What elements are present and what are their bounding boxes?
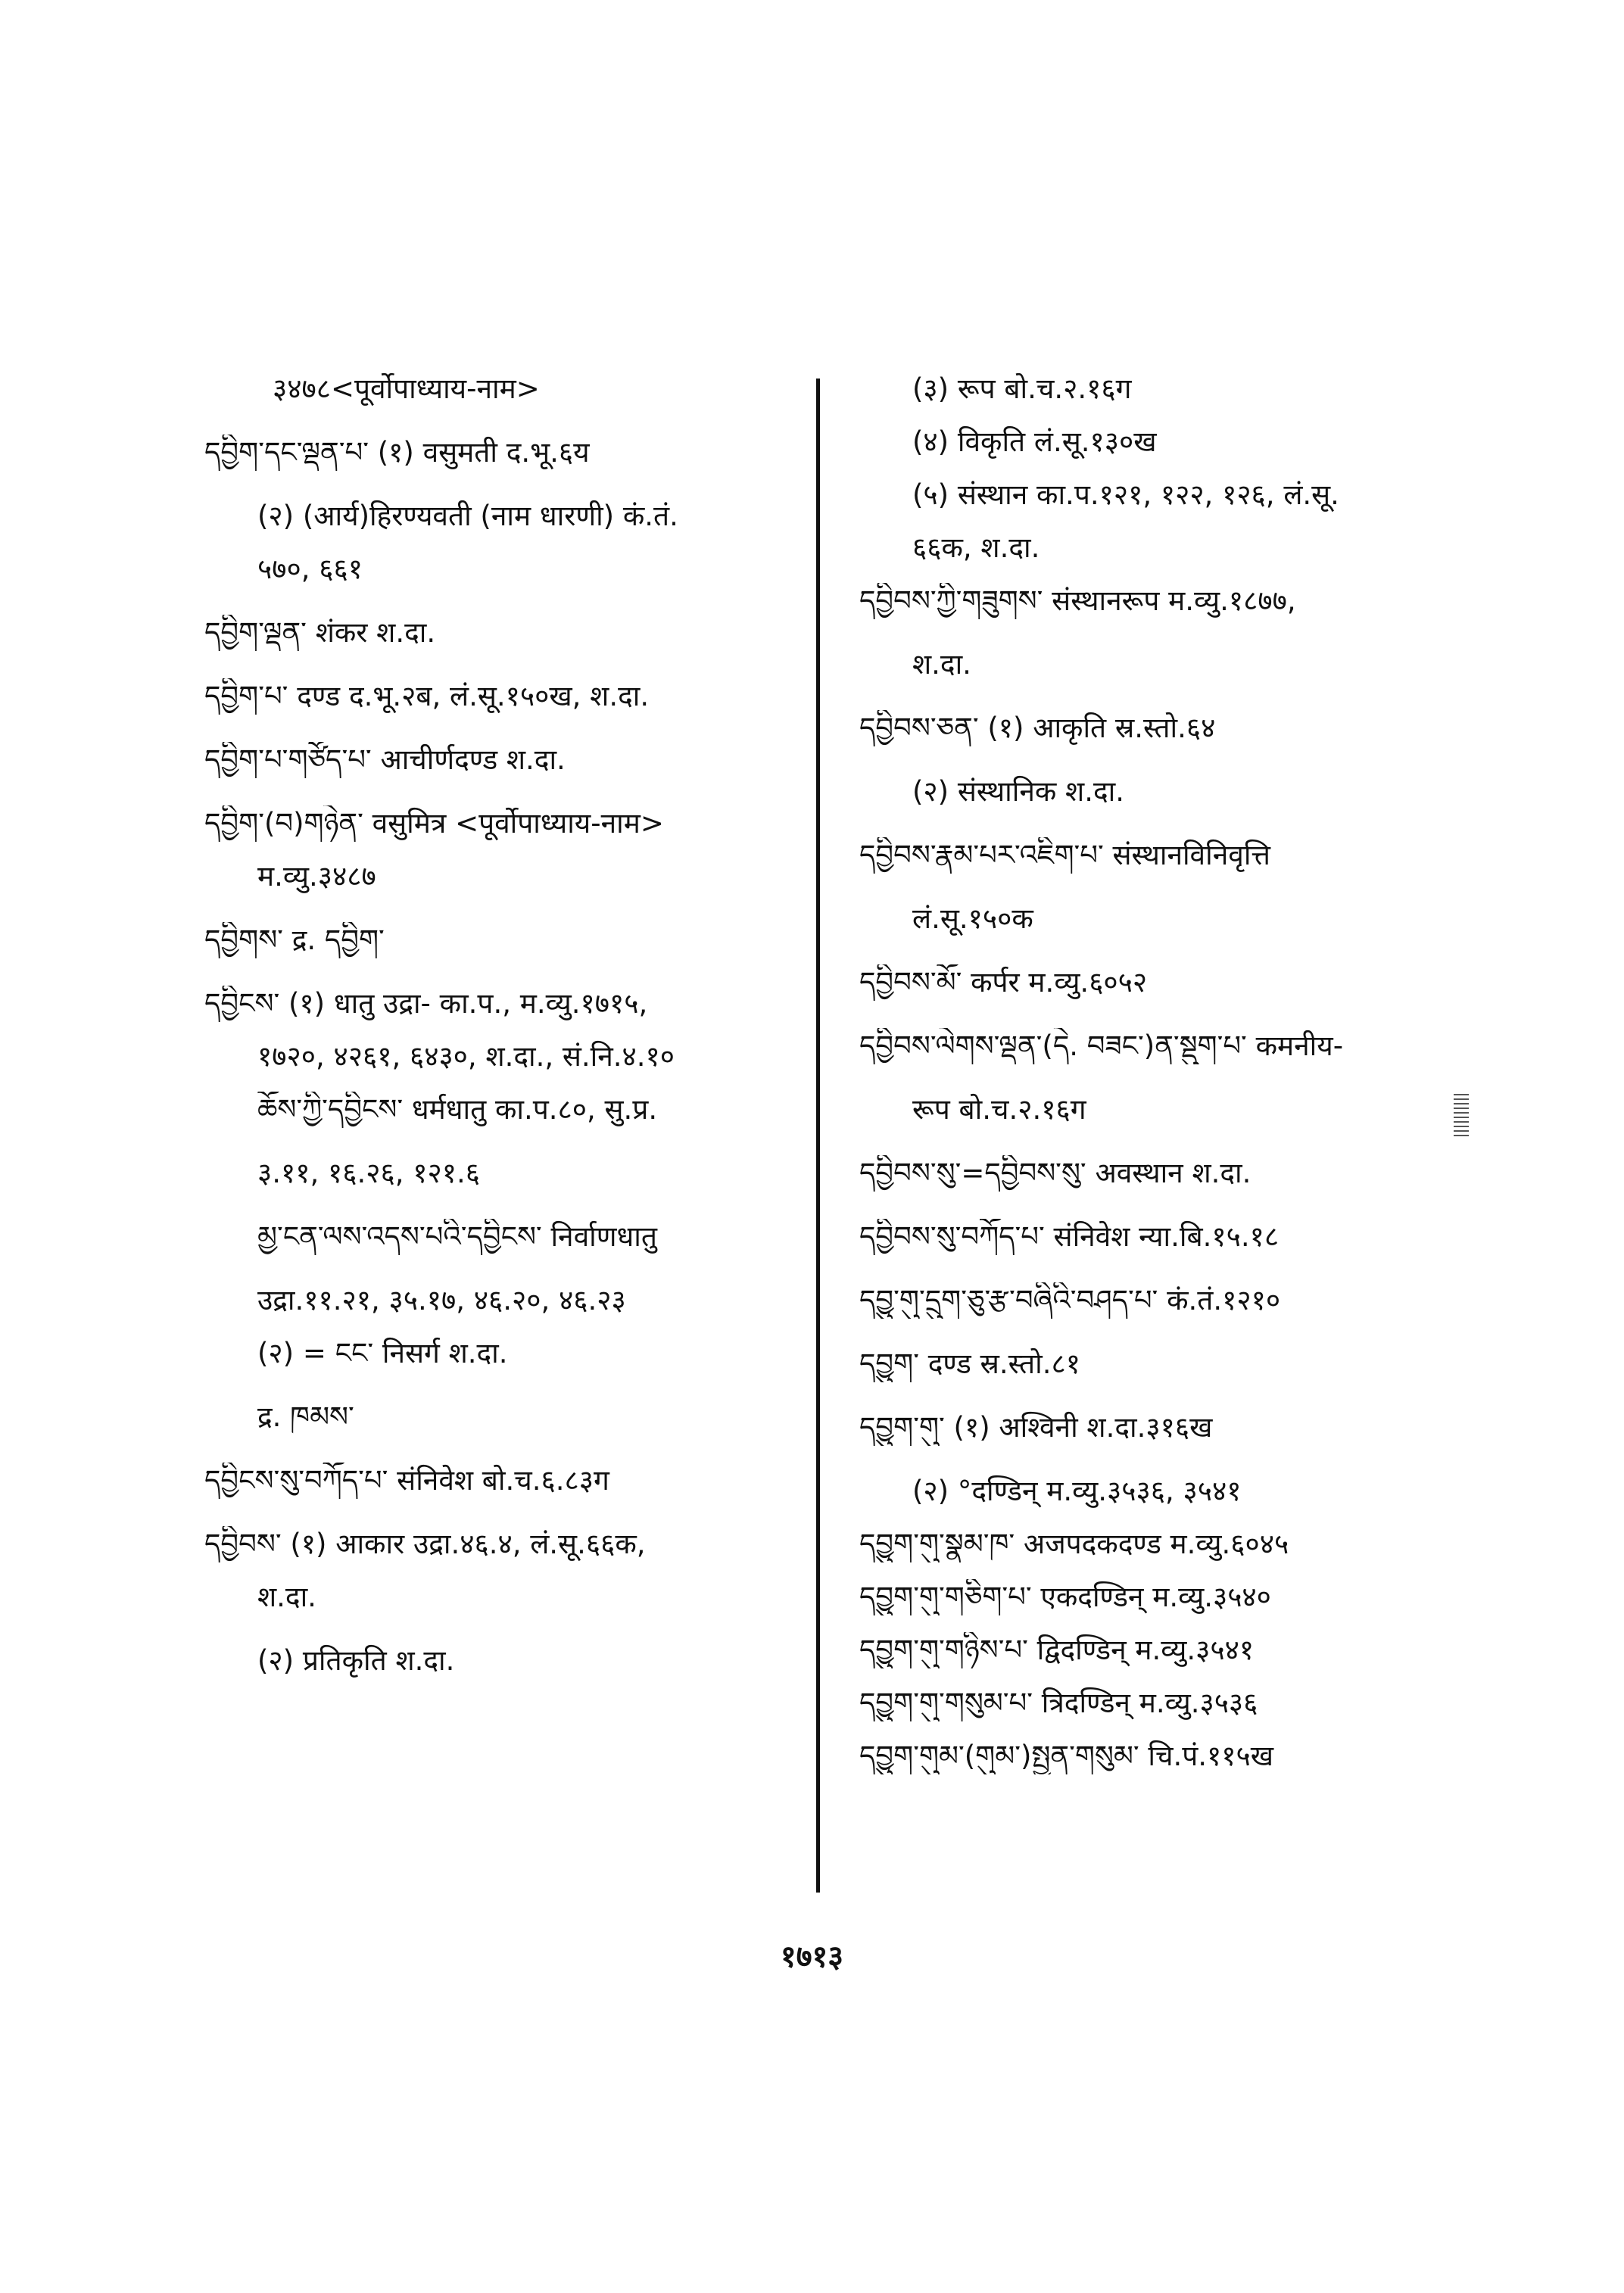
- entry-line: དབྱིག་པ་ दण्ड द.भू.२ब, लं.सू.१५०ख, श.दा.: [204, 680, 650, 712]
- entry-line: དབྱིབས་ལེགས་ལྡན་(དེ. བཟང་)ན་སྡུག་པ་ कमनीय-: [859, 1030, 1344, 1062]
- entry-line: ཆོས་ཀྱི་དབྱིངས་ धर्मधातु का.प.८०, सु.प्र.: [257, 1093, 658, 1126]
- entry-line: དབྱུག་གུ་ (१) अश्विनी श.दा.३१६ख: [859, 1411, 1213, 1444]
- entry-line: དབྱུག་གུ་སྣམ་ཁ་ अजपदकदण्ड म.व्यु.६०४५: [859, 1528, 1289, 1560]
- entry-line: དབྱུག་ दण्ड स्र.स्तो.८१: [859, 1347, 1080, 1380]
- entry-line: लं.सू.१५०क: [912, 902, 1033, 935]
- entry-line: དབྱིངས་སུ་བཀོད་པ་ संनिवेश बो.च.६.८३ग: [204, 1464, 609, 1497]
- entry-line: ६६क, श.दा.: [912, 531, 1040, 564]
- entry-line: དབྱིག་པ་གཙོད་པ་ आचीर्णदण्ड श.दा.: [204, 743, 566, 776]
- column-divider: [816, 379, 820, 1893]
- entry-line: रूप बो.च.२.१६ग: [912, 1093, 1086, 1126]
- entry-line: དབྱིབས་ (१) आकार उद्रा.४६.४, लं.सू.६६क,: [204, 1528, 646, 1560]
- entry-line: (२) संस्थानिक श.दा.: [912, 775, 1124, 808]
- entry-line: དབྱིབས་རྣམ་པར་འཇིག་པ་ संस्थानविनिवृत्ति: [859, 839, 1270, 871]
- entry-line: ३४७८<पूर्वोपाध्याय-नाम>: [273, 372, 540, 405]
- entry-line: དབྱིངས་ (१) धातु उद्रा- का.प., म.व्यु.१७१५,: [204, 987, 648, 1020]
- entry-line: द्र. ཁམས་: [257, 1400, 354, 1433]
- entry-line: མྱ་ངན་ལས་འདས་པའི་དབྱིངས་ निर्वाणधातु: [257, 1220, 657, 1253]
- entry-line: (४) विकृति लं.सू.१३०ख: [912, 425, 1157, 458]
- entry-line: དབྱུ་གུ་དྲུག་ཅུ་རྩ་བཞིའི་བཤད་པ་ कं.तं.१२१०: [859, 1284, 1281, 1316]
- entry-line: དབྱིབས་སུ་བཀོད་པ་ संनिवेश न्या.बि.१५.१८: [859, 1220, 1280, 1253]
- entry-line: དབྱིབས་ཀྱི་གཟུགས་ संस्थानरूप म.व्यु.१८७७,: [859, 584, 1296, 617]
- left-column: [204, 371, 810, 1679]
- entry-line: (२) = ངང་ निसर्ग श.दा.: [257, 1337, 508, 1369]
- margin-mark: [1454, 1094, 1469, 1139]
- entry-line: श.दा.: [912, 648, 971, 681]
- entry-line: (२) °दण्डिन् म.व्यु.३५३६, ३५४१: [912, 1475, 1242, 1507]
- entry-line: དབྱིབས་ཅན་ (१) आकृति स्र.स्तो.६४: [859, 712, 1216, 744]
- entry-line: དབྱིབས་སུ་=དབྱིབས་སུ་ अवस्थान श.दा.: [859, 1157, 1252, 1189]
- entry-line: དབྱུག་གུམ་(གུམ་)སྤྱན་གསུམ་ चि.पं.११५ख: [859, 1740, 1273, 1772]
- entry-line: १७२०, ४२६१, ६४३०, श.दा., सं.नि.४.१०: [257, 1040, 675, 1073]
- entry-line: དབྱུག་གུ་གསུམ་པ་ त्रिदण्डिन् म.व्यु.३५३६: [859, 1687, 1258, 1719]
- entry-line: म.व्यु.३४८७: [257, 860, 376, 893]
- entry-line: དབྱིག་(བ)གཉེན་ वसुमित्र <पूर्वोपाध्याय-नाम>: [204, 807, 664, 840]
- entry-line: དབྱིག་ལྡན་ शंकर श.दा.: [204, 616, 436, 649]
- entry-line: དབྱུག་གུ་གཉིས་པ་ द्विदण्डिन् म.व्यु.३५४१: [859, 1634, 1255, 1666]
- entry-line: ३.११, १६.२६, १२१.६: [257, 1157, 480, 1189]
- entry-line: དབྱིགས་ द्र. དབྱིག་: [204, 924, 385, 956]
- entry-line: ५७०, ६६१: [257, 553, 363, 585]
- entry-line: उद्रा.११.२१, ३५.१७, ४६.२०, ४६.२३: [257, 1284, 626, 1316]
- page-number: १७१३: [780, 1939, 844, 1974]
- entry-line: (२) प्रतिकृति श.दा.: [257, 1644, 455, 1677]
- entry-line: དབྱིག་དང་ལྡན་པ་ (१) वसुमती द.भू.६य: [204, 436, 590, 469]
- entry-line: (५) संस्थान का.प.१२१, १२२, १२६, लं.सू.: [912, 478, 1339, 511]
- entry-line: (३) रूप बो.च.२.१६ग: [912, 372, 1132, 405]
- entry-line: དབྱིབས་མོ་ कर्पर म.व्यु.६०५२: [859, 966, 1148, 999]
- right-column: [859, 371, 1435, 1774]
- entry-line: (२) (आर्य)हिरण्यवती (नाम धारणी) कं.तं.: [257, 500, 678, 532]
- entry-line: श.दा.: [257, 1581, 316, 1613]
- entry-line: དབྱུག་གུ་གཅིག་པ་ एकदण्डिन् म.व्यु.३५४०: [859, 1581, 1271, 1613]
